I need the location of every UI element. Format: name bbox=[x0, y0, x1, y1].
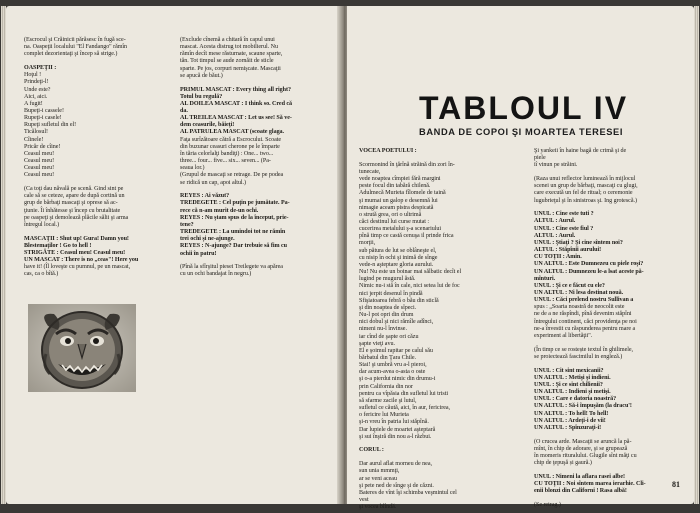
scene-title: TABLOUL IV bbox=[419, 90, 629, 126]
text-line: enii blonzi din Californi ! Rasa albă! bbox=[534, 488, 627, 495]
text-line: A fugit! bbox=[24, 100, 43, 107]
paragraph-gap bbox=[534, 205, 684, 212]
text-line: morţii, bbox=[359, 240, 376, 247]
text-line: UN ALTUL : Indieni şi metişi. bbox=[534, 389, 611, 396]
text-line: experiment al libertăţii". bbox=[534, 332, 593, 339]
text-line: Totul bu regulă? bbox=[180, 93, 223, 100]
text-line: AL TREILEA MASCAT : Let us see! Să ve- bbox=[180, 115, 292, 122]
text-line: o strută grea, ori o ultrimă bbox=[359, 211, 422, 218]
text-line: şi-n vreu în patria lui stăpînă. bbox=[359, 419, 429, 426]
text-line: Nu-l pot opri din drum bbox=[359, 312, 414, 319]
text-line: din buzunar ceasuri cherone pe le împarte bbox=[180, 143, 280, 150]
text-line: (Raza unui reflector luminează în mijlocul bbox=[534, 176, 636, 183]
text-line: UNUL : Cit sint mexicanii? bbox=[534, 367, 604, 374]
text-line: UNUL : Cine este fiul ? bbox=[534, 225, 594, 232]
text-line: sparte. Pe jos, corpuri nemişcate. Mascaţii bbox=[180, 65, 281, 72]
text-line: bărbatul din Ţara Chile. bbox=[359, 354, 417, 361]
text-line: (Ca toţi dau năvală pe scenă. Gind sint pe bbox=[24, 186, 124, 193]
text-line: întregul local.) bbox=[24, 221, 60, 228]
text-line: Ceasul meu! bbox=[24, 150, 55, 157]
text-line: tene? bbox=[180, 221, 194, 228]
text-line: tăn. Tot timpul se aude zornăit de sticle bbox=[180, 58, 274, 65]
left-page-column-2 bbox=[180, 37, 332, 279]
text-line: UNUL : Cine este tuti ? bbox=[534, 211, 594, 218]
text-line: UN ALTUL : Metişi şi indieni. bbox=[534, 374, 611, 381]
text-line: ALTUL : Stăpînii aurului! bbox=[534, 247, 602, 254]
text-line: UN MASCAT : There is no „ceas"! Here you bbox=[24, 257, 139, 264]
text-line: REYES : N-ajunge? Dar trebuie să fim cu bbox=[180, 243, 288, 250]
paragraph-gap bbox=[24, 58, 172, 65]
text-line: în tăria celorlalţi bandiţi) : One... two... bbox=[180, 150, 274, 157]
text-line: STRIGĂTE : Ceasul meu! Ceasul meu! bbox=[24, 250, 126, 256]
text-line: cu un ochi bandajat în negru.) bbox=[180, 271, 252, 278]
paragraph-gap bbox=[24, 229, 172, 236]
scene-subtitle: BANDA DE COPOI ŞI MOARTEA TERESEI bbox=[419, 127, 624, 137]
text-line: mînturi. bbox=[534, 275, 556, 282]
text-line: UNUL : Ştiaţi ? Şi cine sîntem noi? bbox=[534, 239, 623, 246]
text-line: lugind pe mugurul ăstă. bbox=[359, 276, 416, 283]
text-line: o fericire lui Murieta bbox=[359, 412, 409, 419]
text-line: şi vocea blîndă. bbox=[359, 504, 397, 511]
text-line: care execută un fel de ritual; o ceremonie bbox=[534, 190, 633, 197]
text-line: Scormonind în ţărînă străină din zori în- bbox=[359, 161, 455, 168]
text-line: şapte vieţi avu. bbox=[359, 340, 395, 347]
text-line: în momeris rituralului. Glugile sînt măţi cu bbox=[534, 452, 637, 459]
text-line: ne-a învestit cu răspunderea pentru mare a bbox=[534, 325, 636, 332]
text-line: Cîinele! bbox=[24, 136, 44, 143]
right-page bbox=[347, 6, 694, 511]
text-line: UN ALTUL : Ni lesa destinat nouă. bbox=[534, 290, 624, 296]
text-line: (O crucea arde. Mascaţii se aruncă la pă- bbox=[534, 438, 632, 445]
text-line: Ceasul meu! bbox=[24, 158, 55, 165]
text-line: Bupeţi-i cassele! bbox=[24, 108, 64, 114]
text-line: tunecate, bbox=[359, 168, 381, 175]
text-line: să sfarme zacile şi lutul, bbox=[359, 397, 417, 404]
text-line: Aici, aici. bbox=[24, 93, 48, 100]
left-page-column-1 bbox=[24, 37, 172, 279]
paragraph-gap bbox=[180, 80, 332, 87]
text-line: Rupeţi sufletul din el! bbox=[24, 122, 77, 129]
text-line: (Pînă la sfîrşitul piesei Treilegete va apărea bbox=[180, 264, 283, 271]
text-line: căci destinul lui curse mutat : bbox=[359, 219, 430, 225]
text-line: spus : „Soarta noastră de neocolit este bbox=[534, 304, 625, 311]
text-line: UN ALTUL : Dumnezeu le-a lsat aceste pă- bbox=[534, 268, 644, 275]
paragraph-gap bbox=[534, 467, 684, 474]
text-line: three... four... five... six... seven... (Pa- bbox=[180, 158, 271, 165]
text-line: UN ALTUL : Spînzuraţi-i! bbox=[534, 424, 602, 431]
text-line: Dar aurul aflat morneu de nea, bbox=[359, 461, 432, 468]
text-line: lugubrieţul şi în sinistroas şi. Ing grotescă.) bbox=[534, 197, 637, 204]
text-line: Nu! Nu este un boinar mai sălbatic decît el bbox=[359, 269, 462, 276]
text-line: PRIMUL MASCAT : Every thing all right? bbox=[180, 86, 291, 93]
text-line: prin California din nor bbox=[359, 383, 413, 390]
text-line: Faţa surîzătoare cătră a Escrocului. Scoate bbox=[180, 136, 282, 143]
text-line: nici jerpit desenul în pindă bbox=[359, 290, 423, 297]
text-line: sufletul ce căută, aici, în aur, fericirea, bbox=[359, 405, 450, 412]
text-line: VOCEA POETULUI : bbox=[359, 148, 417, 154]
text-line: Ceasul meu! bbox=[24, 165, 55, 172]
paragraph-gap bbox=[534, 340, 684, 347]
text-line: UN ALTUL : To hell! To hell! bbox=[534, 410, 609, 417]
text-line: Sfişiatoarea febră o bău din sticlă bbox=[359, 297, 439, 304]
text-line: UN ALTUL : Ardeţi-i de vii! bbox=[534, 417, 606, 424]
text-line: Pricăr de cîine! bbox=[24, 143, 61, 150]
text-line: Dar lupiele de moartei aşteptară bbox=[359, 426, 436, 433]
text-line: cale să se ceteze, apare de după cortină un bbox=[24, 193, 125, 200]
text-line: OASPEŢII : bbox=[24, 65, 57, 72]
text-line: (Grupul de mascaţi se retrage. De pe podea bbox=[180, 172, 284, 179]
text-line: AL DOILEA MASCAT : I think so. Cred că bbox=[180, 100, 293, 107]
text-line: (Exclude cînemă a chitară în capul unui bbox=[180, 37, 275, 43]
text-line: CU TOŢII : Noi sîntem marea ierarhie. Cli- bbox=[534, 480, 646, 487]
text-line: Ceasul meu! bbox=[24, 172, 55, 179]
text-line: ochii în patru! bbox=[180, 250, 217, 257]
left-page bbox=[6, 6, 341, 504]
text-line: cu nisip în ochi şi inimă de sînge bbox=[359, 254, 438, 261]
paragraph-gap bbox=[534, 432, 684, 439]
text-line: UNUL : Nimeni la aflara rasei albe! bbox=[534, 473, 625, 480]
text-line: Blestemaţilor ! Go to hell ! bbox=[24, 242, 92, 249]
text-line: nimeni nu-l învinse. bbox=[359, 326, 407, 333]
text-line: dar acum-avea o-asta o oste bbox=[359, 369, 426, 376]
text-line: Bateres de vînt îşi schimba veşmintul cel bbox=[359, 489, 457, 496]
text-line: vede-n aşteptare gloria aurului. bbox=[359, 261, 434, 268]
text-line: vest bbox=[359, 496, 369, 503]
text-line: El e şoimul rapitar pe caîul său bbox=[359, 347, 433, 354]
text-line: pentru ca vîpăsia din sufletul lui tristi bbox=[359, 390, 448, 397]
text-line: mînt, în chip de adorare, şi se grupează bbox=[534, 445, 628, 452]
paragraph-gap bbox=[534, 495, 684, 502]
text-line: iî vinun pe străini. bbox=[534, 162, 578, 169]
text-line: UN ALTUL : Să-i împuşăm (la dracu'! bbox=[534, 403, 632, 410]
text-line: MASCAŢII : Shut up! Gura! Damn you! bbox=[24, 235, 129, 242]
text-line: ne de a ne răspîndi, pînă devenim stăpîni bbox=[534, 311, 632, 318]
text-line: REYES : Ai văzut? bbox=[180, 193, 230, 200]
right-page-column-2 bbox=[534, 148, 684, 509]
text-line: na. Oaspeţii localului "El Fandango" rămîn bbox=[24, 44, 128, 51]
paragraph-gap bbox=[359, 155, 527, 162]
text-line: dem ceasurile, băieţi! bbox=[180, 122, 235, 129]
text-line: AL PATRULEA MASCAT (scoate glaga. bbox=[180, 129, 285, 136]
text-line: sun unia mmmţi, bbox=[359, 468, 400, 475]
text-line: şi mumai un galop e desemnă lui bbox=[359, 197, 438, 204]
text-line: Rupeţi-i casele! bbox=[24, 115, 62, 122]
text-line: da. bbox=[180, 108, 188, 114]
text-line: REYES : Nu ştam spus de la început, prie- bbox=[180, 214, 289, 221]
text-line: şi din noaptea de sîpeci. bbox=[359, 304, 417, 311]
text-line: Hoţul ! bbox=[24, 72, 42, 79]
text-line: nimagie aceam pistra despicată bbox=[359, 204, 434, 211]
text-line: UNUL : Căci prelend nostru Sullivan a bbox=[534, 297, 634, 304]
text-line: Unde este? bbox=[24, 86, 51, 93]
text-line: Prindeţi-l! bbox=[24, 79, 49, 86]
text-line: şi o-a pierdut nimic din drumu-i bbox=[359, 376, 436, 383]
text-line: (Se retrag.) bbox=[534, 501, 561, 508]
text-line: (În timp ce se rostește textul în ghilimele, bbox=[534, 346, 633, 353]
text-line: complet dezorientaţi şi încep să strige.) bbox=[24, 51, 118, 58]
text-line: TREDEGETE : Cel puţin pe jumătate. Pa- bbox=[180, 200, 290, 207]
text-line: şi sui înşiră din nou a-l răzbui. bbox=[359, 433, 432, 440]
text-line: se apucă de băut.) bbox=[180, 72, 223, 79]
text-line: trei ochi şi ne-ajunge. bbox=[180, 236, 235, 243]
text-line: sub pătura de lut se oblâneşte el, bbox=[359, 247, 437, 254]
page-number: 81 bbox=[672, 480, 680, 489]
paragraph-gap bbox=[359, 441, 527, 448]
grotesque-mask-illustration bbox=[28, 304, 136, 392]
text-line: Şi yankeii în haine bagă de crimă şi de bbox=[534, 148, 627, 154]
text-line: se proiectează fascimilul in engleză.) bbox=[534, 353, 623, 360]
paragraph-gap bbox=[180, 187, 332, 194]
text-line: ALTUL : Aurul. bbox=[534, 232, 576, 239]
text-line: piele bbox=[534, 155, 546, 162]
text-line: iar cînd de şapte ori căzu bbox=[359, 333, 419, 340]
text-line: mascat. Acesta distrug tot mobilierul. Nu bbox=[180, 44, 278, 51]
text-line: cucerirea metalului ş-a scenariului bbox=[359, 226, 441, 233]
text-line: se ridică un cap, apoi altul.) bbox=[180, 179, 247, 186]
text-line: CORUL : bbox=[359, 447, 384, 454]
text-line: seaua lor.) bbox=[180, 165, 205, 172]
text-line: ţiunie. Îi înhătesse şi încep cu brutalitate bbox=[24, 207, 121, 214]
text-line: UN ALTUL : Este Dumnezeu cu piele roşi? bbox=[534, 261, 644, 268]
right-page-column-1 bbox=[359, 148, 527, 511]
text-line: peste focul din tabără chilenă. bbox=[359, 183, 431, 190]
text-line: pînă timp ce castă cenuşa il prinde frica bbox=[359, 233, 454, 240]
text-line: grup de bărbaţi mascaţi şi oprese să ac- bbox=[24, 200, 118, 207]
text-line: Adulmecă Murieta fîlomele de taină bbox=[359, 190, 446, 197]
text-line: rămîn decît mese răsturnate, scaune sparte, bbox=[180, 51, 283, 58]
right-page-edge bbox=[694, 6, 699, 504]
text-line: Nimic nu-i stă în cale, nici setea lui de foc bbox=[359, 283, 460, 290]
text-line: Stai! şi umbră vru a-l pieroi, bbox=[359, 362, 427, 369]
text-line: Ticălosul! bbox=[24, 129, 48, 136]
text-line: chip de ţepuşă și gaură.) bbox=[534, 460, 592, 467]
paragraph-gap bbox=[534, 361, 684, 368]
text-line: UNUL : Şi ce e făcut cu ele? bbox=[534, 282, 605, 289]
text-line: TREDEGETE : La umindoi tot ne rămîn bbox=[180, 229, 286, 236]
text-line: nici dobul şi nici rămîle adînci, bbox=[359, 319, 434, 326]
text-line: ALTUL : Aurul. bbox=[534, 218, 576, 225]
text-line: vede noaptea cîmpiei fără margini bbox=[359, 176, 441, 183]
text-line: rece că n-am murit de-un ochi. bbox=[180, 207, 259, 214]
text-line: UNUL : Şi ce sint chilienii? bbox=[534, 381, 603, 388]
text-line: CU TOŢII : Amin. bbox=[534, 254, 582, 261]
text-line: pe oaspeţi şi demolează plăcile sălii şi arma bbox=[24, 214, 129, 221]
text-line: întregului continent, căci providenţa pe noi bbox=[534, 318, 637, 325]
text-line: ar se veni aceau bbox=[359, 475, 397, 482]
text-line: scenei un grup de bărbaţi, mascaţi cu glugi, bbox=[534, 183, 638, 190]
text-line: have it! (Îl loveşte cu pumnul, pe un mascat, bbox=[24, 264, 131, 271]
text-line: (Escrocul şi Crăinicii părăsesc în fugă sce- bbox=[24, 37, 126, 43]
text-line: şi pete ned de sînge şi de căzni. bbox=[359, 482, 434, 489]
text-line: cas, ca o bîtă.) bbox=[24, 271, 59, 278]
text-line: UNUL : Care e datoria noastră? bbox=[534, 396, 617, 403]
